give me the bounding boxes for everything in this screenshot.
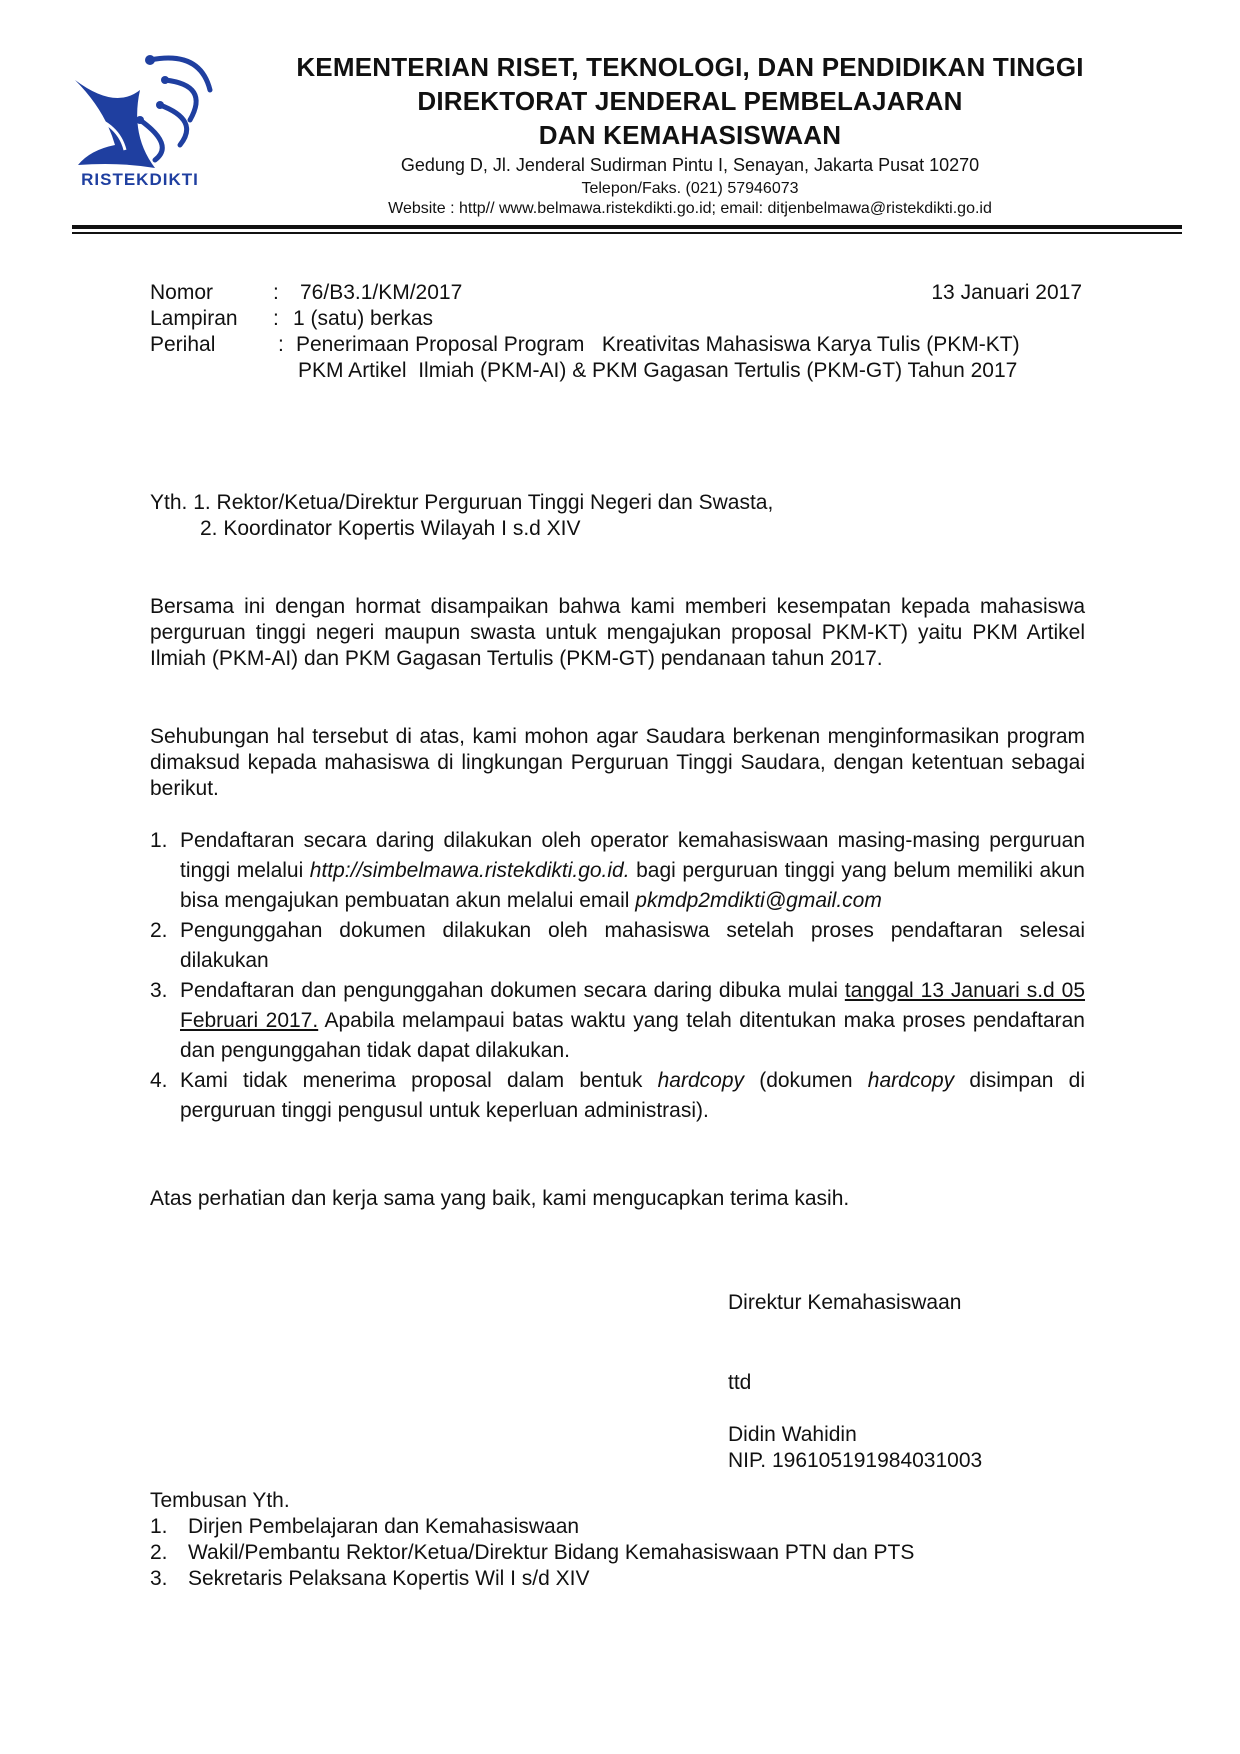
recipient-line-2: 2. Koordinator Kopertis Wilayah I s.d XIV (200, 517, 581, 540)
lampiran-value: 1 (satu) berkas (293, 307, 434, 330)
ristekdikti-logo (70, 50, 220, 195)
cc-header: Tembusan Yth. (150, 1489, 290, 1512)
letterhead-address: Gedung D, Jl. Jenderal Sudirman Pintu I, Senayan, Jakarta Pusat 10270 (400, 155, 980, 175)
lampiran-label: Lampiran (150, 307, 238, 330)
pkm-email[interactable]: pkmdp2mdikti@gmail.com (635, 889, 882, 912)
letterhead-website: Website : http// www.belmawa.ristekdikti.go.id; email: ditjenbelmawa@ristekdikti.go.id (388, 200, 992, 217)
perihal-line-2: PKM Artikel Ilmiah (PKM-AI) & PKM Gagasan Tertulis (PKM-GT) Tahun 2017 (298, 359, 1018, 382)
cc-item-2: 2. Wakil/Pembantu Rektor/Ketua/Direktur Bidang Kemahasiswaan PTN dan PTS (150, 1541, 915, 1564)
cc-item-1: 1. Dirjen Pembelajaran dan Kemahasiswaan (150, 1515, 580, 1538)
signer-nip: NIP. 196105191984031003 (728, 1449, 983, 1472)
list-item-2 (150, 916, 1085, 976)
nomor-value: 76/B3.1/KM/2017 (300, 281, 463, 304)
letterhead-ministry: KEMENTERIAN RISET, TEKNOLOGI, DAN PENDIDIKAN TINGGI (296, 52, 1084, 82)
list-item-text: Pendaftaran dan pengunggahan dokumen secara daring dibuka mulai tanggal 13 Januari s.d 05 Februari 2017. Apabila melampaui batas waktu yang telah ditentukan maka proses pendaftaran dan pengunggahan tidak dapat dilakukan. (180, 979, 1086, 1062)
letterhead-phone: Telepon/Faks. (021) 57946073 (581, 180, 799, 197)
list-item-text: Kami tidak menerima proposal dalam bentuk hardcopy (dokumen hardcopy disimpan di perguruan tinggi pengusul untuk keperluan administrasi). (180, 1069, 1085, 1122)
lampiran-colon: : (273, 307, 279, 330)
list-item-number: 2. (150, 919, 168, 942)
list-item-text: Pengunggahan dokumen dilakukan oleh mahasiswa setelah proses pendaftaran selesai dilakukan (180, 919, 1085, 972)
deadline-underlined: tanggal 13 Januari s.d 05 Februari 2017. (180, 979, 1086, 1032)
perihal-line-1: Penerimaan Proposal Program Kreativitas Mahasiswa Karya Tulis (PKM-KT) (296, 333, 1020, 356)
letterhead-directorate-2: DAN KEMAHASISWAAN (538, 120, 842, 150)
letterhead-divider-thin (72, 232, 1182, 234)
list-item-4 (150, 1066, 1085, 1126)
closing-sentence: Atas perhatian dan kerja sama yang baik, kami mengucapkan terima kasih. (150, 1187, 850, 1210)
body-paragraph-2: Sehubungan hal tersebut di atas, kami mohon agar Saudara berkenan menginformasikan program dimaksud kepada mahasiswa di lingkungan Perguruan Tinggi Saudara, dengan ketentuan sebagai berikut. (150, 725, 1085, 800)
list-item-1 (150, 826, 1085, 916)
nomor-colon: : (273, 281, 279, 304)
list-item-number: 4. (150, 1069, 168, 1092)
perihal-colon: : (278, 333, 284, 356)
letterhead-divider-thick (72, 225, 1182, 229)
signer-title: Direktur Kemahasiswaan (728, 1291, 962, 1314)
logo-wordmark: RISTEKDIKTI (81, 170, 199, 189)
body-paragraph-1: Bersama ini dengan hormat disampaikan bahwa kami memberi kesempatan kepada mahasiswa perguruan tinggi negeri maupun swasta untuk mengajukan proposal PKM-KT) yaitu PKM Artikel Ilmiah (PKM-AI) dan PKM Gagasan Tertulis (PKM-GT) pendanaan tahun 2017. (150, 595, 1085, 670)
requirements-list (150, 826, 1085, 1126)
cc-item-3: 3. Sekretaris Pelaksana Kopertis Wil I s/d XIV (150, 1567, 590, 1590)
signer-name: Didin Wahidin (728, 1423, 857, 1446)
nomor-label: Nomor (150, 281, 214, 304)
list-item-3 (150, 976, 1085, 1066)
signature-ttd: ttd (728, 1371, 752, 1394)
letterhead-directorate: DIREKTORAT JENDERAL PEMBELAJARAN (417, 86, 963, 116)
perihal-label: Perihal (150, 333, 216, 356)
list-item-number: 3. (150, 979, 168, 1002)
list-item-number: 1. (150, 829, 168, 852)
recipient-line-1: Yth. 1. Rektor/Ketua/Direktur Perguruan Tinggi Negeri dan Swasta, (150, 491, 774, 514)
letter-date: 13 Januari 2017 (931, 281, 1082, 304)
simbelmawa-link[interactable]: http://simbelmawa.ristekdikti.go.id. (309, 859, 630, 882)
list-item-text: Pendaftaran secara daring dilakukan oleh operator kemahasiswaan masing-masing perguruan tinggi melalui http://simbelmawa.ristekdikti.go.id. bagi perguruan tinggi yang belum memiliki akun bisa mengajukan pembuatan akun melalui email pkmdp2mdikti@gmail.com (180, 829, 1085, 912)
